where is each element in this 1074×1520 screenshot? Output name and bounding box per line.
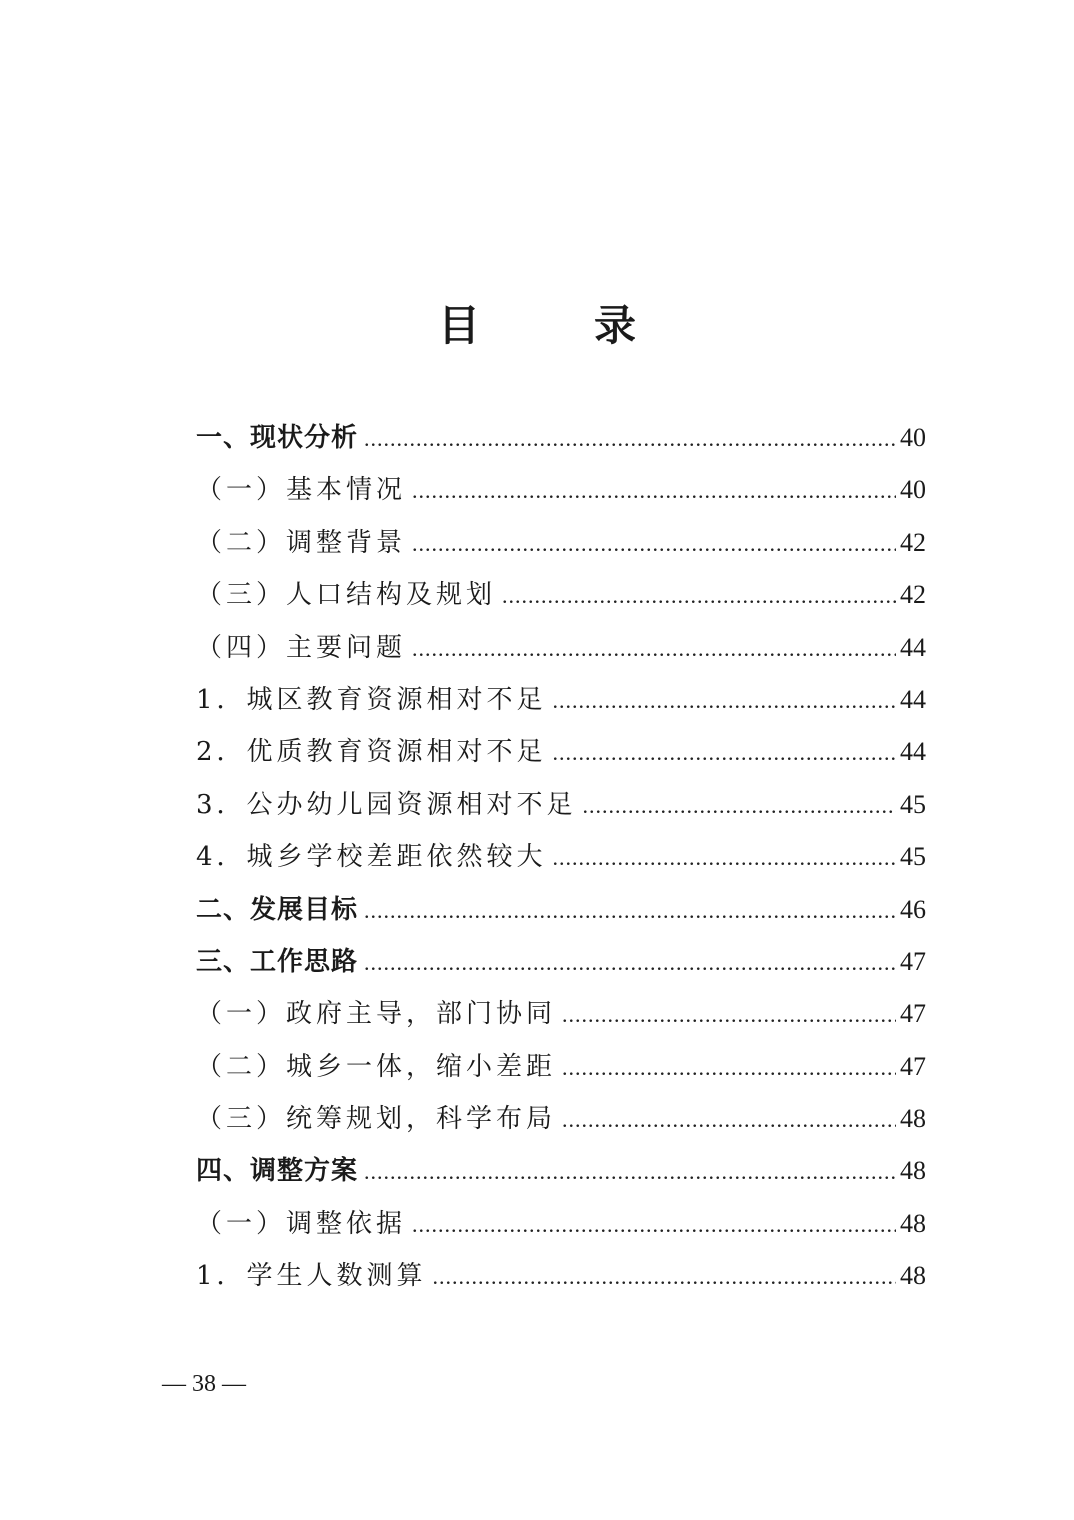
toc-entry-page: 45 [900,842,926,872]
toc-dot-leader [412,518,896,570]
toc-entry-label: 3．公办幼儿园资源相对不足 [196,789,577,820]
toc-entry-label: 一、现状分析 [196,423,359,453]
toc-entry-page: 40 [900,475,926,505]
toc-entry-page: 44 [900,684,926,714]
toc-entry[interactable] [196,831,926,883]
toc-entry[interactable] [196,1145,926,1197]
toc-entry[interactable] [196,517,926,569]
toc-entry[interactable] [196,1198,926,1250]
toc-entry[interactable] [196,988,926,1040]
toc-dot-leader [562,1042,896,1094]
toc-entry-label: 4．城乡学校差距依然较大 [196,842,547,873]
toc-entry-label: 三、工作思路 [196,946,359,977]
toc-entry[interactable] [196,779,926,831]
toc-dot-leader [502,570,896,622]
toc-dot-leader [412,623,896,675]
toc-entry-page: 47 [900,999,926,1029]
toc-dot-leader [553,727,896,779]
toc-entry[interactable] [196,1041,926,1093]
toc-entry-page: 44 [900,632,926,662]
table-of-contents [196,412,926,1303]
toc-entry-page: 42 [900,580,926,610]
toc-dot-leader [412,1199,896,1251]
page-title: 目 录 [437,301,672,350]
toc-entry[interactable] [196,1250,926,1302]
toc-entry-page: 42 [900,527,926,557]
toc-dot-leader [562,989,896,1041]
toc-entry-page: 48 [900,1104,926,1134]
toc-entry[interactable] [196,622,926,674]
toc-entry-page: 45 [900,789,926,819]
toc-entry[interactable] [196,464,926,516]
toc-entry-label: （二）城乡一体，缩小差距 [196,1051,557,1082]
toc-entry-label: （三）统筹规划，科学布局 [196,1104,557,1135]
toc-dot-leader [583,780,896,832]
toc-entry-label: （四）主要问题 [196,632,407,663]
toc-entry-label: 二、发展目标 [196,894,359,925]
toc-entry-page: 48 [900,1261,926,1291]
toc-entry[interactable] [196,884,926,936]
toc-entry-label: （一）调整依据 [196,1208,407,1239]
toc-entry-label: （二）调整背景 [196,527,407,558]
toc-entry-page: 47 [900,1051,926,1081]
toc-dot-leader [412,465,896,517]
toc-dot-leader [433,1251,896,1303]
toc-entry-page: 47 [900,946,926,976]
toc-entry-label: 1．学生人数测算 [196,1261,427,1292]
toc-dot-leader [562,1094,896,1146]
toc-entry-page: 40 [900,423,926,452]
toc-entry-label: 四、调整方案 [196,1156,359,1187]
toc-entry[interactable] [196,1093,926,1145]
toc-entry[interactable] [196,569,926,621]
toc-dot-leader [364,413,896,465]
toc-entry[interactable] [196,726,926,778]
toc-entry-label: （一）政府主导，部门协同 [196,999,557,1030]
toc-entry[interactable] [196,412,926,464]
toc-entry-page: 46 [900,894,926,924]
toc-entry-label: （一）基本情况 [196,475,407,506]
toc-entry[interactable] [196,936,926,988]
toc-dot-leader [553,832,896,884]
page-number: — 38 — [162,1371,246,1397]
toc-entry-page: 44 [900,737,926,767]
toc-entry-page: 48 [900,1208,926,1238]
toc-dot-leader [364,885,896,937]
toc-entry-label: 1．城区教育资源相对不足 [196,684,547,715]
toc-entry[interactable] [196,674,926,726]
toc-entry-page: 48 [900,1156,926,1186]
toc-dot-leader [364,1146,896,1198]
toc-entry-label: （三）人口结构及规划 [196,580,497,611]
toc-entry-label: 2．优质教育资源相对不足 [196,737,547,768]
toc-dot-leader [364,937,896,989]
toc-dot-leader [553,675,896,727]
